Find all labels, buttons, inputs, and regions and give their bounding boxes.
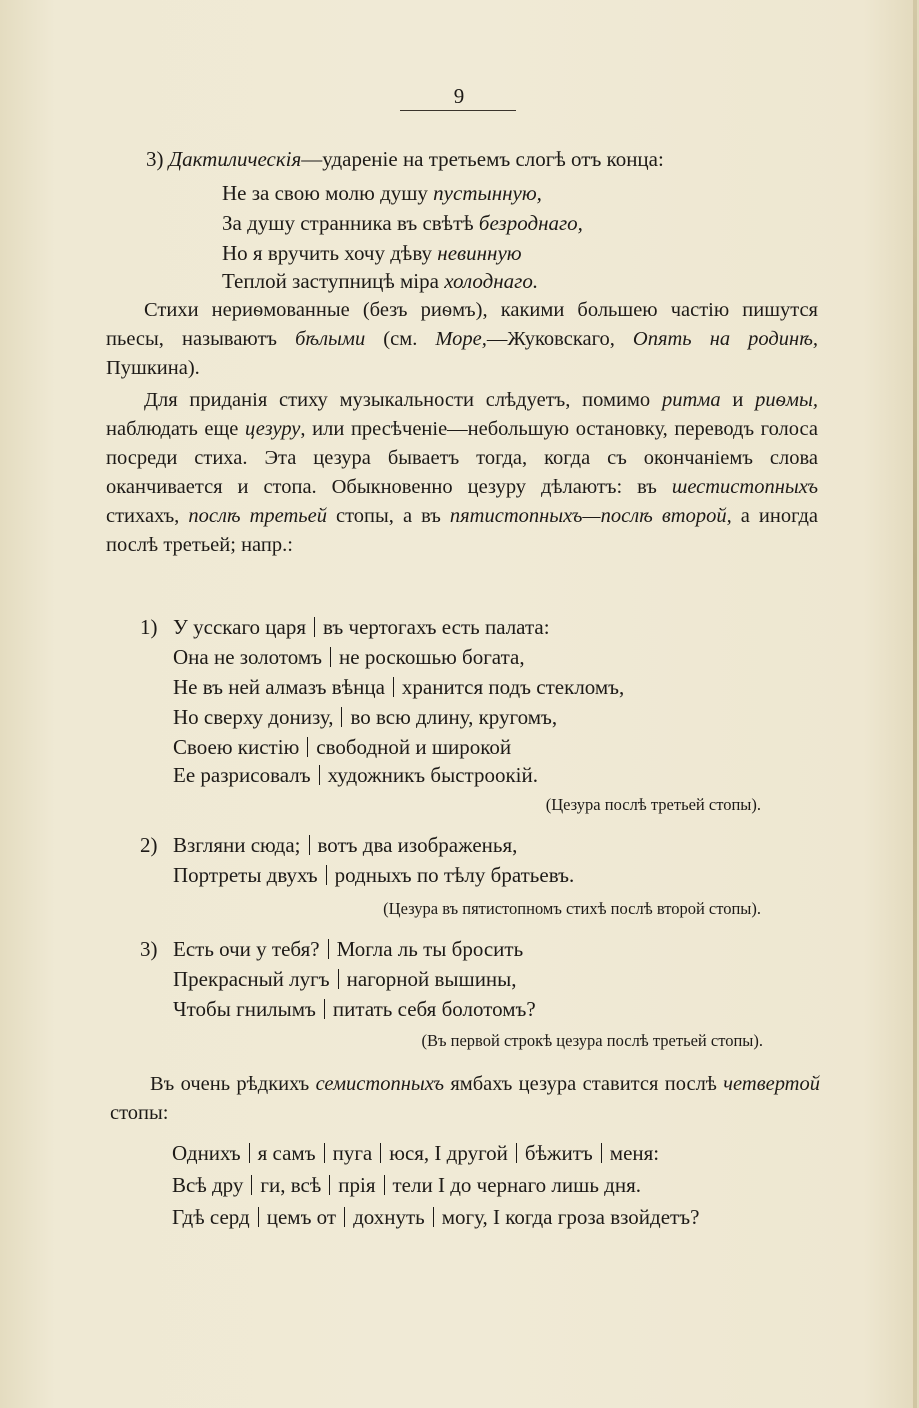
verse-line: Своею кистію свободной и широкой <box>173 735 512 759</box>
dactyl-heading <box>146 146 664 172</box>
dactyl-term: Дактилическія <box>168 147 302 171</box>
example-number: 1) <box>140 615 158 639</box>
example-note: (Цезура послѣ третьей стопы). <box>545 795 761 814</box>
verse-line: Всѣ дру ги, всѣ прія тели І до чернаго лишь дня. <box>172 1173 641 1197</box>
verse-line: Не въ ней алмазъ вѣнца хранится подъ стекломъ, <box>173 675 625 699</box>
verse-line: Взгляни сюда; вотъ два изображенья, <box>173 833 518 857</box>
verse-line: Чтобы гнилымъ питать себя болотомъ? <box>173 997 536 1021</box>
dactyl-verse: За душу странника въ свѣтѣ безроднаго, <box>222 211 583 235</box>
dactyl-verse: Теплой заступницѣ міра холоднаго. <box>222 269 539 293</box>
verse-line: Прекрасный лугъ нагорной вышины, <box>173 967 517 991</box>
header-rule <box>400 110 516 111</box>
dactyl-verse: Не за свою молю душу пустынную, <box>222 181 542 205</box>
dactyl-label: 3) <box>146 147 164 171</box>
verse-line: У усскаго царя въ чертогахъ есть палата: <box>173 615 550 639</box>
paragraph-blank-verse: Стихи нериѳмованные (безъ риѳмъ), какими большею частію пишутся пьесы, называютъ бѣлыми (см. Море,—Жуковскаго, Опять на родинѣ, Пушкина). <box>106 299 818 379</box>
example-note: (Цезура въ пятистопномъ стихѣ послѣ второй стопы). <box>383 899 761 918</box>
verse-line: Но сверху донизу, во всю длину, кругомъ, <box>173 705 558 729</box>
verse-line: Гдѣ серд цемъ от дохнуть могу, І когда гроза взойдетъ? <box>172 1205 700 1229</box>
verse-line: Однихъ я самъ пуга юся, І другой бѣжитъ меня: <box>172 1141 660 1165</box>
example-note: (Въ первой строкѣ цезура послѣ третьей стопы). <box>421 1031 763 1050</box>
paragraph-seven-foot: Въ очень рѣдкихъ семистопныхъ ямбахъ цезура ставится послѣ четвертой стопы: <box>110 1073 820 1124</box>
page-edge-shadow <box>913 0 917 1408</box>
verse-line: Ее разрисовалъ художникъ быстроокій. <box>173 763 538 787</box>
verse-line: Есть очи у тебя? Могла ль ты бросить <box>173 937 524 961</box>
paragraph-caesura: Для приданія стиху музыкальности слѣдуетъ, помимо ритма и риѳмы, наблюдать еще цезуру, или пресѣченіе—небольшую остановку, переводъ голоса посреди стиха. Эта цезура бываетъ тогда, когда съ окончаніемъ слова оканчивается и стопа. Обыкновенно цезуру дѣлаютъ: въ шестистопныхъ стихахъ, послѣ третьей стопы, а въ пятистопныхъ—послѣ второй, а иногда послѣ третьей; напр.: <box>106 389 818 556</box>
example-number: 2) <box>140 833 158 857</box>
dactyl-verse: Но я вручить хочу дѣву невинную <box>222 241 522 265</box>
dactyl-definition: —удареніе на третьемъ слогѣ отъ конца: <box>301 147 664 171</box>
example-number: 3) <box>140 937 158 961</box>
page-number: 9 <box>453 84 466 108</box>
verse-line: Она не золотомъ не роскошью богата, <box>173 645 525 669</box>
verse-line: Портреты двухъ родныхъ по тѣлу братьевъ. <box>173 863 575 887</box>
